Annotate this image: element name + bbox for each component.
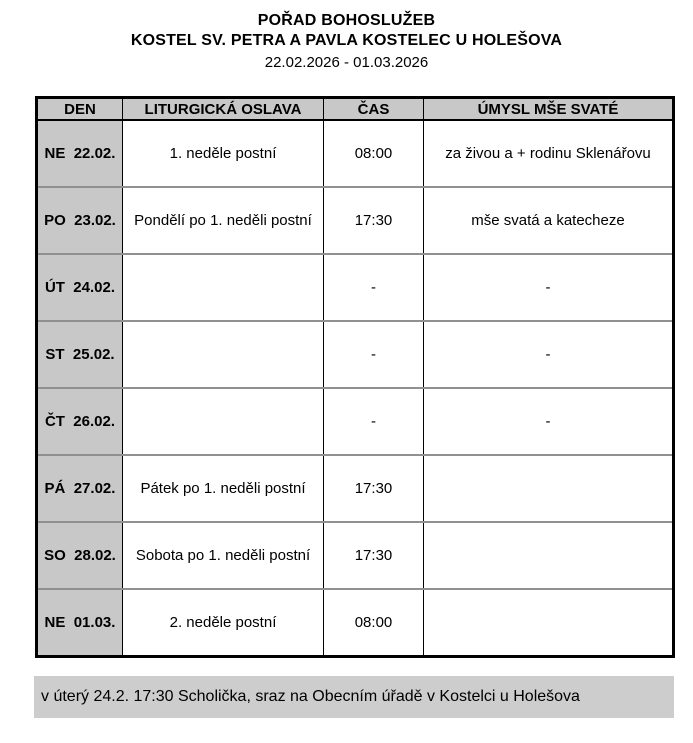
intention-cell — [424, 522, 674, 589]
intention-cell — [424, 455, 674, 522]
celebration-cell: 2. neděle postní — [123, 589, 324, 657]
table-row — [37, 589, 674, 657]
schedule-table — [35, 96, 675, 658]
column-header-den: DEN — [37, 98, 123, 121]
celebration-cell — [123, 388, 324, 455]
table-header-row — [37, 98, 674, 121]
column-header-cas: ČAS — [324, 98, 424, 121]
table-row — [37, 455, 674, 522]
celebration-cell: 1. neděle postní — [123, 120, 324, 187]
table-row — [37, 522, 674, 589]
document-header — [0, 0, 693, 72]
time-cell: 17:30 — [324, 455, 424, 522]
column-header-liturgicka-oslava: LITURGICKÁ OSLAVA — [123, 98, 324, 121]
time-cell: - — [324, 388, 424, 455]
time-cell: 17:30 — [324, 522, 424, 589]
page-title: POŘAD BOHOSLUŽEB — [257, 12, 436, 29]
day-cell: ČT 26.02. — [37, 388, 123, 455]
day-cell: ÚT 24.02. — [37, 254, 123, 321]
date-range: 22.02.2026 - 01.03.2026 — [264, 53, 429, 71]
intention-cell: - — [424, 321, 674, 388]
celebration-cell — [123, 321, 324, 388]
table-row — [37, 388, 674, 455]
intention-cell — [424, 589, 674, 657]
time-cell: - — [324, 321, 424, 388]
time-cell: 08:00 — [324, 120, 424, 187]
time-cell: 08:00 — [324, 589, 424, 657]
table-row — [37, 187, 674, 254]
announcement-bar — [34, 676, 674, 718]
intention-cell: za živou a + rodinu Sklenářovu — [424, 120, 674, 187]
day-cell: NE 22.02. — [37, 120, 123, 187]
day-cell: SO 28.02. — [37, 522, 123, 589]
time-cell: 17:30 — [324, 187, 424, 254]
celebration-cell: Pondělí po 1. neděli postní — [123, 187, 324, 254]
intention-cell: - — [424, 254, 674, 321]
intention-cell: mše svatá a katecheze — [424, 187, 674, 254]
day-cell: PÁ 27.02. — [37, 455, 123, 522]
time-cell: - — [324, 254, 424, 321]
celebration-cell — [123, 254, 324, 321]
church-name: KOSTEL SV. PETRA A PAVLA KOSTELEC U HOLEŠOVA — [130, 32, 563, 50]
celebration-cell: Pátek po 1. neděli postní — [123, 455, 324, 522]
celebration-cell: Sobota po 1. neděli postní — [123, 522, 324, 589]
day-cell: NE 01.03. — [37, 589, 123, 657]
day-cell: PO 23.02. — [37, 187, 123, 254]
table-row — [37, 120, 674, 187]
table-row — [37, 254, 674, 321]
announcement-text: v úterý 24.2. 17:30 Scholička, sraz na Obecním úřadě v Kostelci u Holešova — [41, 688, 580, 705]
table-row — [37, 321, 674, 388]
intention-cell: - — [424, 388, 674, 455]
column-header-umysl: ÚMYSL MŠE SVATÉ — [424, 98, 674, 121]
day-cell: ST 25.02. — [37, 321, 123, 388]
